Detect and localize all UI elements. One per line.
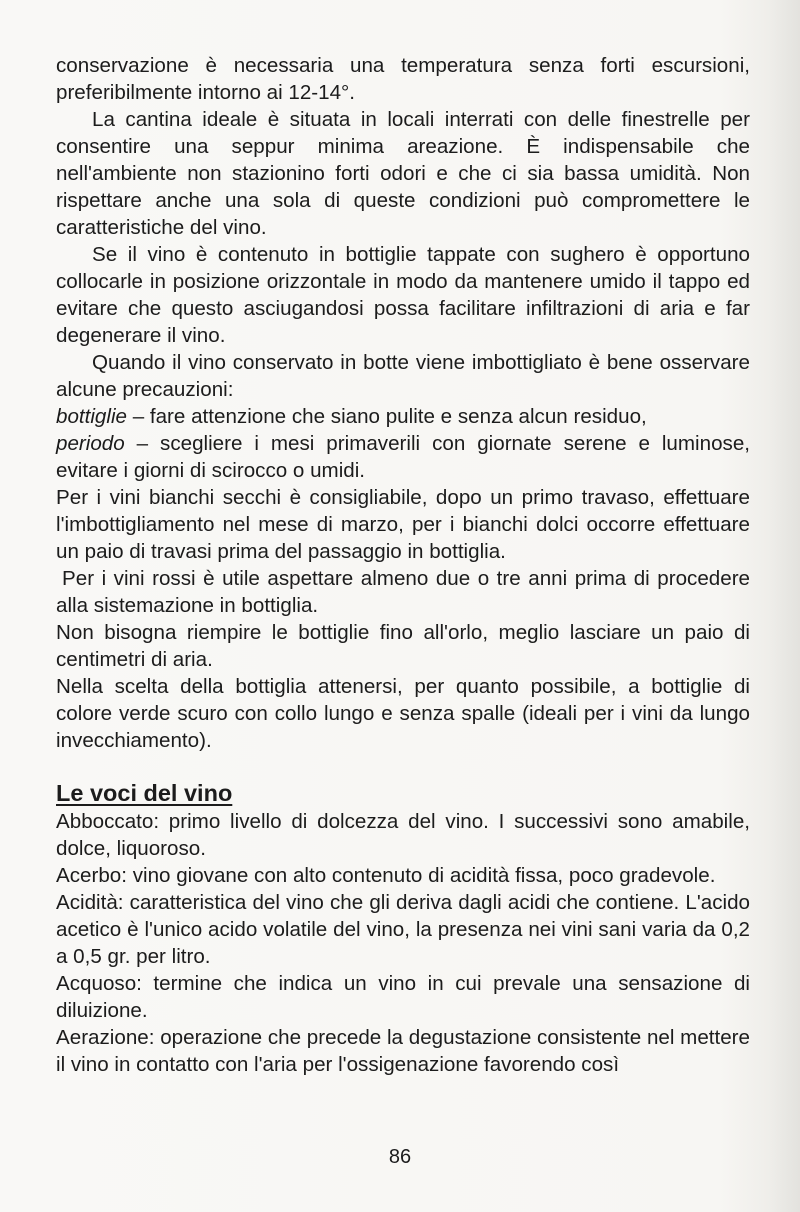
paragraph: Per i vini bianchi secchi è consigliabile, dopo un primo travaso, effettuare l'imbottigliamento nel mese di marzo, per i bianchi dolci occorre effettuare un paio di travasi prima del passaggio in bottiglia. <box>56 486 750 563</box>
precaution-periodo <box>56 430 750 484</box>
section-heading: Le voci del vino <box>56 780 233 806</box>
paragraph: Nella scelta della bottiglia attenersi, per quanto possibile, a bottiglie di colore verde scuro con collo lungo e senza spalle (ideali per i vini da lungo invecchiamento). <box>56 675 750 752</box>
paragraph: Per i vini rossi è utile aspettare almeno due o tre anni prima di procedere alla sistemazione in bottiglia. <box>56 567 750 617</box>
glossary-entry: Acquoso: termine che indica un vino in cui prevale una sensazione di diluizione. <box>56 972 750 1022</box>
paragraph: conservazione è necessaria una temperatura senza forti escursioni, preferibilmente intorno ai 12-14°. <box>56 54 750 104</box>
page-body <box>56 52 750 1078</box>
glossary-entry: Aerazione: operazione che precede la degustazione consistente nel mettere il vino in contatto con l'aria per l'ossigenazione favorendo così <box>56 1026 750 1076</box>
glossary-entry: Acerbo: vino giovane con alto contenuto di acidità fissa, poco gradevole. <box>56 864 716 887</box>
precaution-text: – fare attenzione che siano pulite e senza alcun residuo, <box>126 405 647 428</box>
paragraph: La cantina ideale è situata in locali interrati con delle finestrelle per consentire una seppur minima areazione. È indispensabile che nell'ambiente non stazionino forti odori e che ci sia bassa umidità. Non rispettare anche una sola di queste condizioni può compromettere le caratteristiche del vino. <box>56 108 750 239</box>
paragraph: Se il vino è contenuto in bottiglie tappate con sughero è opportuno collocarle in posizione orizzontale in modo da mantenere umido il tappo ed evitare che questo asciugandosi possa facilitare infiltrazioni di aria e far degenerare il vino. <box>56 243 750 347</box>
precaution-term: periodo <box>56 432 125 455</box>
precaution-bottiglie <box>56 403 750 430</box>
precaution-text: – scegliere i mesi primaverili con giornate serene e luminose, evitare i giorni di scirocco o umidi. <box>56 432 750 482</box>
page-number: 86 <box>388 1146 412 1168</box>
precaution-term: bottiglie <box>56 405 127 428</box>
glossary-entry: Acidità: caratteristica del vino che gli deriva dagli acidi che contiene. L'acido acetico è l'unico acido volatile del vino, la presenza nei vini sani varia da 0,2 a 0,5 gr. per litro. <box>56 891 750 968</box>
paragraph: Non bisogna riempire le bottiglie fino all'orlo, meglio lasciare un paio di centimetri di aria. <box>56 621 750 671</box>
paragraph: Quando il vino conservato in botte viene imbottigliato è bene osservare alcune precauzioni: <box>56 351 750 401</box>
glossary-entry: Abboccato: primo livello di dolcezza del vino. I successivi sono amabile, dolce, liquoroso. <box>56 810 750 860</box>
